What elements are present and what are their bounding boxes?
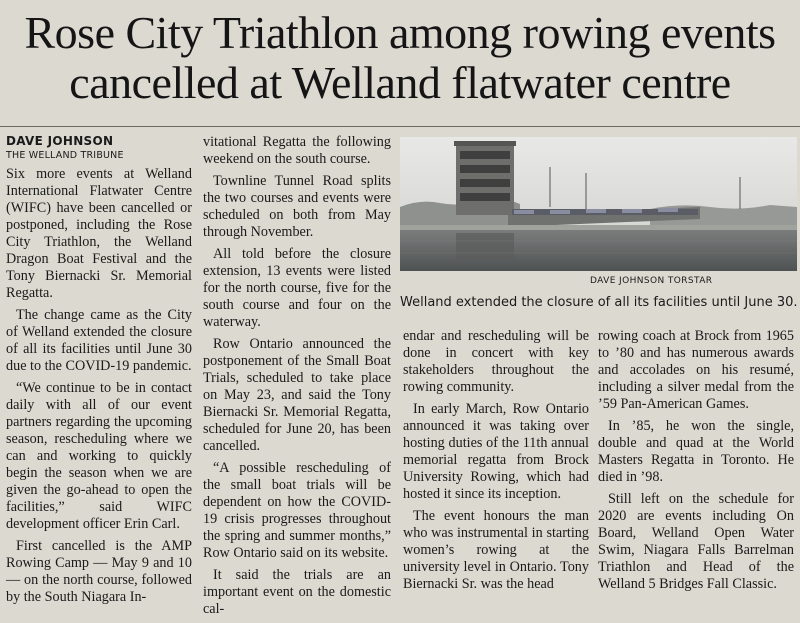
paragraph: rowing coach at Brock from 1965 to ’80 and has numerous awards and accolades on his resumé, including a silver medal from the ’59 Pan-American Games.	[598, 328, 794, 412]
byline-name: DAVE JOHNSON	[6, 134, 114, 148]
photo-caption: Welland extended the closure of all its facilities until June 30.	[400, 295, 798, 310]
article-column-4	[598, 328, 794, 598]
paragraph: The event honours the man who was instrumental in starting women’s rowing at the university level in Ontario. Tony Biernacki Sr. was the head	[403, 508, 589, 592]
paragraph: The change came as the City of Welland extended the closure of all its facilities until June 30 due to the COVID-19 pandemic.	[6, 307, 192, 374]
article-column-2	[203, 134, 391, 623]
headline-line-1: Rose City Triathlon among rowing events	[24, 7, 776, 58]
paragraph: Row Ontario announced the postponement of the Small Boat Trials, scheduled to take place on May 23, and said the Tony Biernacki Sr. Memorial Regatta, scheduled for June 20, has been cancelled.	[203, 336, 391, 454]
photo-flatwater-centre	[400, 137, 797, 271]
paragraph: “We continue to be in contact daily with all of our event partners regarding the upcoming season, rescheduling where we can and working to quickly begin the season when we are given the go-ahead to open the facilities,” said WIFC development officer Erin Carl.	[6, 380, 192, 532]
byline-org: THE WELLAND TRIBUNE	[6, 150, 124, 161]
paragraph: “A possible rescheduling of the small boat trials will be dependent on how the COVID-19 crisis progresses throughout the spring and summer months,” Row Ontario said on its website.	[203, 460, 391, 561]
headline	[0, 8, 800, 108]
paragraph: In ’85, he won the single, double and quad at the World Masters Regatta in Toronto. He died in ’98.	[598, 418, 794, 485]
paragraph: All told before the closure extension, 13 events were listed for the north course, five for the south course and four on the waterway.	[203, 246, 391, 330]
paragraph: Still left on the schedule for 2020 are events including On Board, Welland Open Water Swim, Niagara Falls Barrelman Triathlon and Head of the Welland 5 Bridges Fall Classic.	[598, 491, 794, 592]
article-column-1	[6, 166, 192, 611]
photo-image	[400, 137, 797, 271]
photo-credit: DAVE JOHNSON TORSTAR	[590, 276, 713, 286]
paragraph: vitational Regatta the following weekend on the south course.	[203, 134, 391, 167]
paragraph: First cancelled is the AMP Rowing Camp — May 9 and 10 — on the north course, followed by the South Niagara In-	[6, 538, 192, 605]
paragraph: endar and rescheduling will be done in concert with key stakeholders throughout the rowing community.	[403, 328, 589, 395]
paragraph: It said the trials are an important event on the domestic cal-	[203, 567, 391, 617]
headline-line-2: cancelled at Welland flatwater centre	[69, 57, 731, 108]
article-column-3	[403, 328, 589, 598]
paragraph: Six more events at Welland International Flatwater Centre (WIFC) have been cancelled or postponed, including the Rose City Triathlon, the Welland Dragon Boat Festival and the Tony Biernacki Sr. Memorial Regatta.	[6, 166, 192, 301]
paragraph: Townline Tunnel Road splits the two courses and events were scheduled on both from May through November.	[203, 173, 391, 240]
paragraph: In early March, Row Ontario announced it was taking over hosting duties of the 11th annual memorial regatta from Brock University Rowing, which had hosted it since its inception.	[403, 401, 589, 502]
headline-rule	[0, 126, 800, 127]
